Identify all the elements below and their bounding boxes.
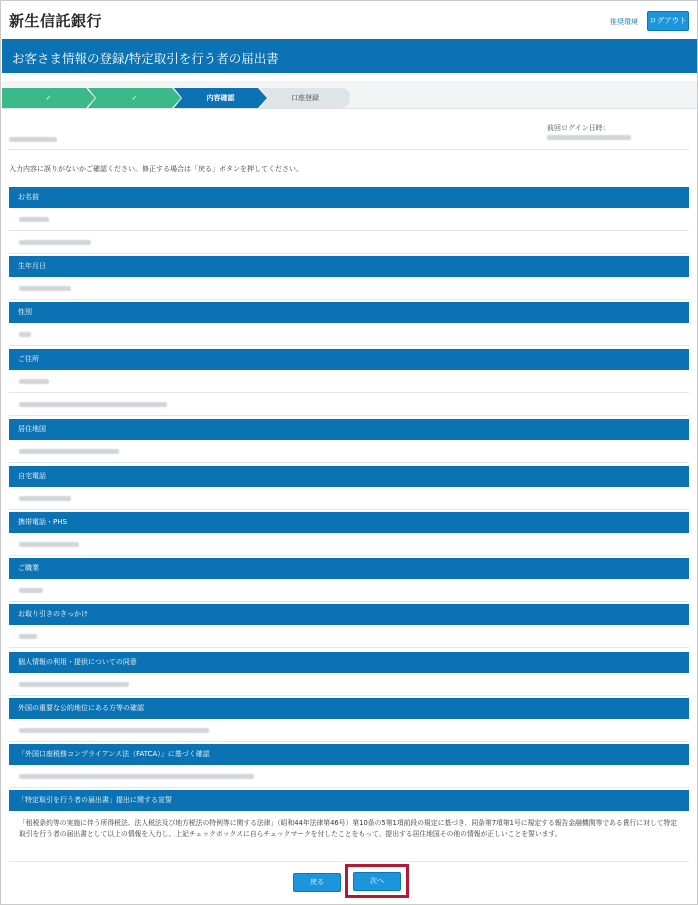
- previous-login: [547, 123, 689, 141]
- section-name-header: お名前: [9, 187, 689, 208]
- privacy-consent-value-redacted: [9, 673, 689, 696]
- section-privacy-consent-header: 個人情報の利用・提供についての同意: [9, 652, 689, 673]
- section-mobile-phone-header: 携帯電話・PHS: [9, 512, 689, 533]
- step-1-check-icon: ✓: [45, 94, 52, 102]
- step-4-label: 口座登録: [291, 94, 319, 102]
- section-occupation-header: ご職業: [9, 558, 689, 579]
- next-button[interactable]: 次へ: [353, 872, 401, 891]
- page-title-bar: [2, 39, 697, 73]
- step-1: [2, 88, 95, 108]
- mobile-phone-value-redacted: [9, 533, 689, 556]
- section-gender-header: 性別: [9, 302, 689, 323]
- step-4: [260, 88, 350, 108]
- section-trigger-header: お取り引きのきっかけ: [9, 604, 689, 625]
- name-kana-value-redacted: [9, 231, 689, 254]
- trigger-value-redacted: [9, 625, 689, 648]
- next-button-highlight: [345, 864, 409, 898]
- progress-steps: [2, 81, 697, 109]
- step-2: [88, 88, 181, 108]
- occupation-value-redacted: [9, 579, 689, 602]
- logout-button[interactable]: ログアウト: [647, 11, 689, 31]
- section-pep-header: 外国の重要な公的地位にある方等の確認: [9, 698, 689, 719]
- postal-code-value-redacted: [9, 370, 689, 393]
- customer-name-redacted: [9, 135, 57, 144]
- section-home-phone-header: 自宅電話: [9, 466, 689, 487]
- name-value-redacted: [9, 208, 689, 231]
- gender-value-redacted: [9, 323, 689, 346]
- section-residence-country-header: 居住地国: [9, 419, 689, 440]
- previous-login-value-redacted: [547, 135, 631, 140]
- residence-country-value-redacted: [9, 440, 689, 463]
- declaration-text: 「租税条約等の実施に伴う所得税法、法人税法及び地方税法の特例等に関する法律」（昭和44年法律第46号）第10条の5第1項前段の規定に基づき、同条第7項第1号に規定する報告金融機関等である貴行に対して特定取引を行う者の届出書として以上の情報を入力し、上記チェックボックスに自らチェックマークを付したことをもって、提出する居住地国その他の情報が正しいことを誓います。: [9, 812, 689, 862]
- bank-logo: 新生信託銀行: [9, 12, 103, 30]
- section-address-header: ご住所: [9, 349, 689, 370]
- divider: [9, 149, 689, 150]
- section-fatca-header: 「外国口座税務コンプライアンス法（FATCA）」に基づく確認: [9, 744, 689, 765]
- page-title: お客さま情報の登録/特定取引を行う者の届出書: [12, 51, 279, 66]
- birthdate-value-redacted: [9, 277, 689, 300]
- step-3-current: [174, 88, 267, 108]
- address-value-redacted: [9, 393, 689, 416]
- back-button[interactable]: 戻る: [293, 873, 341, 892]
- section-birthdate-header: 生年月日: [9, 256, 689, 277]
- recommended-env-link[interactable]: 推奨環境: [610, 18, 638, 26]
- confirmation-notice: 入力内容に誤りがないかご確認ください。修正する場合は「戻る」ボタンを押してください。: [9, 165, 303, 173]
- pep-value-redacted: [9, 719, 689, 742]
- previous-login-label: 前回ログイン日時：: [547, 124, 610, 132]
- step-3-label: 内容確認: [206, 94, 235, 102]
- fatca-value-redacted: [9, 765, 689, 788]
- section-declaration-header: 「特定取引を行う者の届出書」提出に関する宣誓: [9, 790, 689, 811]
- step-2-check-icon: ✓: [131, 94, 138, 102]
- top-bar: [1, 1, 697, 37]
- home-phone-value-redacted: [9, 487, 689, 510]
